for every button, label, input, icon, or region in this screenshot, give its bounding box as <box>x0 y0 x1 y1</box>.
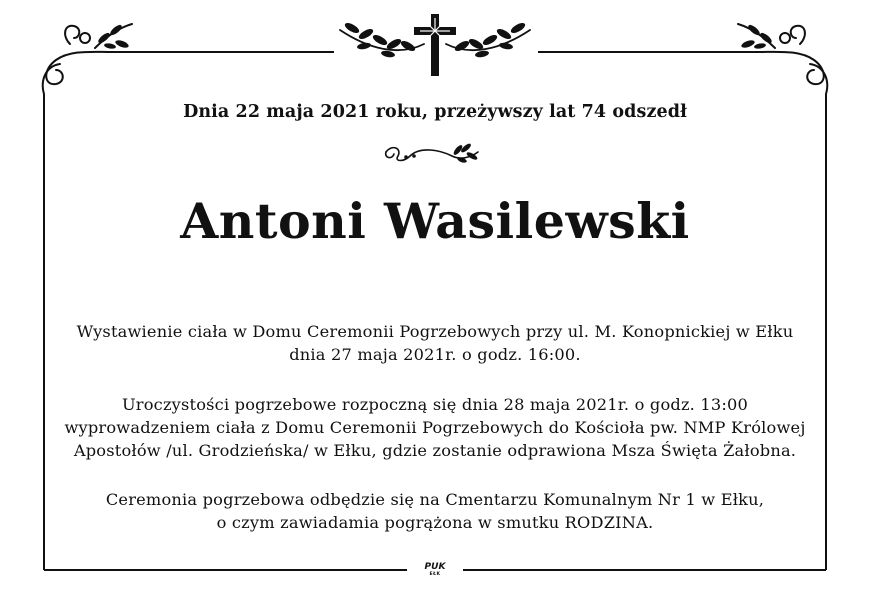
logo-main-text: PUK <box>424 562 446 572</box>
funeral-mass-paragraph <box>0 393 870 462</box>
deceased-name: Antoni Wasilewski <box>180 192 690 250</box>
vine-divider-icon <box>386 142 479 164</box>
puk-logo <box>412 562 458 577</box>
logo-sub-text: EŁK <box>429 572 441 577</box>
viewing-paragraph <box>0 320 870 366</box>
burial-paragraph <box>0 488 870 534</box>
burial-line-2: o czym zawiadamia pogrążona w smutku RODZINA. <box>216 513 654 532</box>
funeral-line-3: Apostołów /ul. Grodzieńska/ w Ełku, gdzie zostanie odprawiona Msza Święta Żałobna. <box>73 441 797 460</box>
left-corner-flourish-icon <box>43 24 132 94</box>
right-corner-flourish-icon <box>738 24 827 94</box>
funeral-line-1: Uroczystości pogrzebowe rozpoczną się dnia 28 maja 2021r. o godz. 13:00 <box>121 395 749 414</box>
cross-with-laurel-icon <box>340 14 530 76</box>
viewing-line-1: Wystawienie ciała w Domu Ceremonii Pogrzebowych przy ul. M. Konopnickiej w Ełku <box>76 322 794 341</box>
burial-line-1: Ceremonia pogrzebowa odbędzie się na Cmentarzu Komunalnym Nr 1 w Ełku, <box>105 490 765 509</box>
viewing-line-2: dnia 27 maja 2021r. o godz. 16:00. <box>289 345 581 364</box>
funeral-line-2: wyprowadzeniem ciała z Domu Ceremonii Pogrzebowych do Kościoła pw. NMP Królowej <box>64 418 806 437</box>
death-date-line: Dnia 22 maja 2021 roku, przeżywszy lat 74 odszedł <box>183 102 687 122</box>
